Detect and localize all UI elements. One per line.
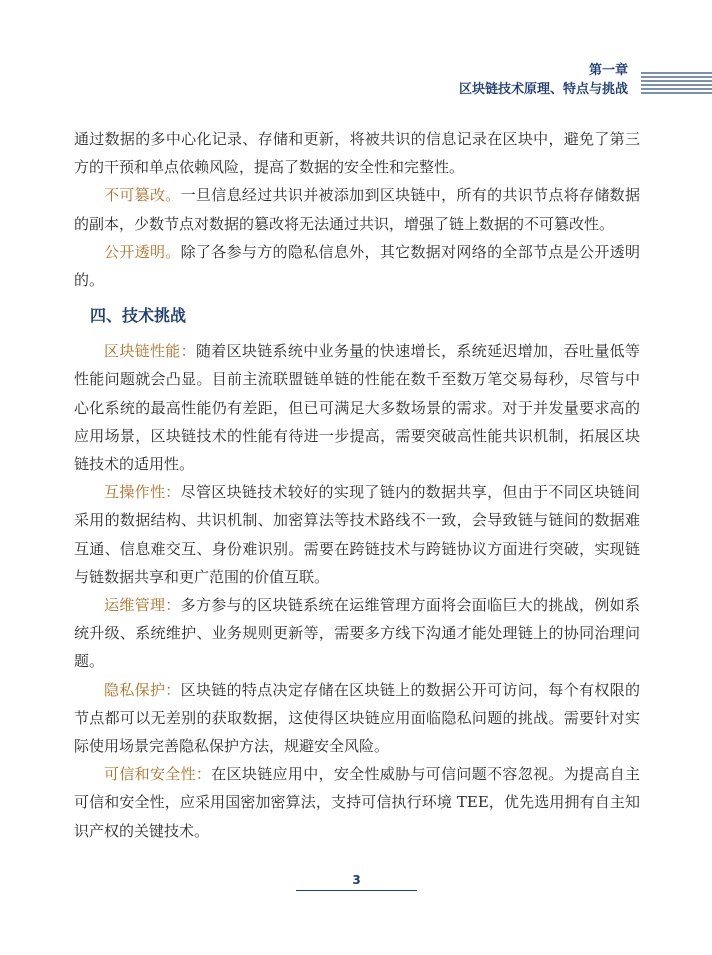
chapter-subtitle: 区块链技术原理、特点与挑战 xyxy=(458,82,628,97)
paragraph-immutability xyxy=(74,181,640,237)
footer-rule xyxy=(296,890,417,891)
page-number: 3 xyxy=(352,873,361,887)
paragraph-text: 多方参与的区块链系统在运维管理方面将会面临巨大的挑战，例如系统升级、系统维护、业务规则更新等，需要多方线下沟通才能处理链上的协同治理问题。 xyxy=(74,596,640,671)
paragraph-interoperability xyxy=(74,478,640,591)
page-body xyxy=(74,125,640,845)
term-label: 公开透明。 xyxy=(104,242,181,261)
paragraph-operations xyxy=(74,591,640,676)
term-label: 隐私保护： xyxy=(104,680,181,699)
paragraph-text: 除了各参与方的隐私信息外，其它数据对网络的全部节点是公开透明的。 xyxy=(74,242,640,290)
term-label: 互操作性： xyxy=(104,483,181,502)
running-header xyxy=(459,62,628,100)
paragraph-text: 随着区块链系统中业务量的快速增长，系统延迟增加，吞吐量低等性能问题就会凸显。目前主流联盟链单链的性能在数千至数万笔交易每秒，尽管与中心化系统的最高性能仍有差距，但已可满足大多数场景的需求。对于并发量要求高的应用场景，区块链技术的性能有待进一步提高，需要突破高性能共识机制，拓展区块链技术的适用性。 xyxy=(74,342,640,474)
section-heading: 四、技术挑战 xyxy=(90,306,187,326)
paragraph-text: 尽管区块链技术较好的实现了链内的数据共享，但由于不同区块链间采用的数据结构、共识机制、加密算法等技术路线不一致，会导致链与链间的数据难互通、信息难交互、身份难识别。需要在跨链技术与跨链协议方面进行突破，实现链与链数据共享和更广范围的价值互联。 xyxy=(74,483,640,586)
term-label: 不可篡改。 xyxy=(104,186,181,205)
term-label: 运维管理： xyxy=(104,596,181,615)
paragraph-text: 区块链的特点决定存储在区块链上的数据公开可访问，每个有权限的节点都可以无差别的获取数据，这使得区块链应用面临隐私问题的挑战。需要针对实际使用场景完善隐私保护方法，规避安全风险。 xyxy=(74,680,640,756)
header-stripes-decoration xyxy=(641,72,712,96)
paragraph-text: 在区块链应用中，安全性威胁与可信问题不容忽视。为提高自主可信和安全性，应采用国密加密算法，支持可信执行环境 TEE，优先选用拥有自主知识产权的关键技术。 xyxy=(74,765,640,840)
paragraph-transparency xyxy=(74,238,640,294)
chapter-label: 第一章 xyxy=(588,63,628,78)
paragraph-text: 一旦信息经过共识并被添加到区块链中，所有的共识节点将存储数据的副本，少数节点对数据的篡改将无法通过共识，增强了链上数据的不可篡改性。 xyxy=(74,186,640,233)
paragraph-continuation: 通过数据的多中心化记录、存储和更新，将被共识的信息记录在区块中，避免了第三方的干预和单点依赖风险，提高了数据的安全性和完整性。 xyxy=(74,130,640,177)
paragraph-security xyxy=(74,760,640,845)
page-footer xyxy=(296,872,417,891)
term-label: 区块链性能： xyxy=(104,342,196,361)
paragraph-performance xyxy=(74,337,640,478)
paragraph-privacy xyxy=(74,676,640,761)
term-label: 可信和安全性： xyxy=(104,765,212,784)
